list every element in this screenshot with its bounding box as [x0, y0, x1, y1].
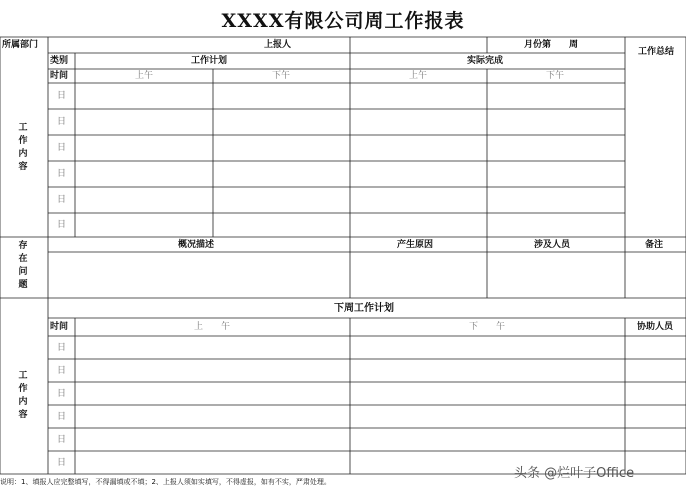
actual-done-label: 实际完成	[467, 56, 504, 66]
next-day-label: 日	[57, 366, 67, 376]
overview-input-cell[interactable]	[48, 252, 350, 298]
month-week-label: 月份第 周	[524, 40, 579, 50]
next-time-label: 时间	[50, 322, 69, 332]
category-label: 类别	[50, 56, 69, 66]
plan-day-label: 日	[57, 169, 67, 179]
next-day-label: 日	[57, 458, 67, 468]
overview-label: 概况描述	[178, 240, 215, 250]
next-day-label: 日	[57, 343, 67, 353]
watermark: 头条 @烂叶子Office	[514, 466, 635, 481]
assist-people-label: 协助人员	[637, 322, 674, 332]
cause-label: 产生原因	[397, 240, 434, 250]
people-input-cell[interactable]	[487, 252, 625, 298]
remark-label: 备注	[645, 240, 664, 250]
footer-note: 说明：1、填报人应完整填写，不得漏填或不填；2、上报人须如实填写，不得虚报，如有不实，严肃处理。	[0, 478, 331, 486]
page-title: XXXX有限公司周工作报表	[221, 10, 465, 32]
next-am-label: 上 午	[194, 322, 231, 332]
reporter-label: 上报人	[264, 40, 292, 50]
people-involved-label: 涉及人员	[534, 240, 571, 250]
next-work-content-vertical-label: 工作内容	[18, 371, 28, 420]
plan-day-label: 日	[57, 117, 67, 127]
plan-day-label: 日	[57, 195, 67, 205]
plan-day-label: 日	[57, 143, 67, 153]
next-day-label: 日	[57, 412, 67, 422]
next-day-label: 日	[57, 389, 67, 399]
summary-input-cell[interactable]	[625, 60, 686, 237]
plan-pm-label: 下午	[272, 71, 291, 81]
work-plan-label: 工作计划	[191, 56, 228, 66]
work-content-vertical-label: 工作内容	[18, 123, 28, 172]
actual-am-label: 上午	[409, 71, 428, 81]
reporter-input-cell[interactable]	[350, 37, 487, 53]
cause-input-cell[interactable]	[350, 252, 487, 298]
next-day-label: 日	[57, 435, 67, 445]
plan-day-label: 日	[57, 91, 67, 101]
plan-am-label: 上午	[135, 71, 154, 81]
issues-vertical-label: 存在问题	[18, 241, 28, 290]
next-pm-label: 下 午	[469, 322, 506, 332]
plan-day-label: 日	[57, 220, 67, 230]
next-week-heading: 下周工作计划	[334, 303, 394, 314]
dept-input-cell[interactable]	[48, 37, 260, 53]
dept-label: 所属部门	[2, 40, 39, 50]
time-label: 时间	[50, 71, 69, 81]
actual-pm-label: 下午	[546, 71, 565, 81]
summary-label: 工作总结	[638, 47, 675, 57]
remark-input-cell[interactable]	[625, 252, 686, 298]
